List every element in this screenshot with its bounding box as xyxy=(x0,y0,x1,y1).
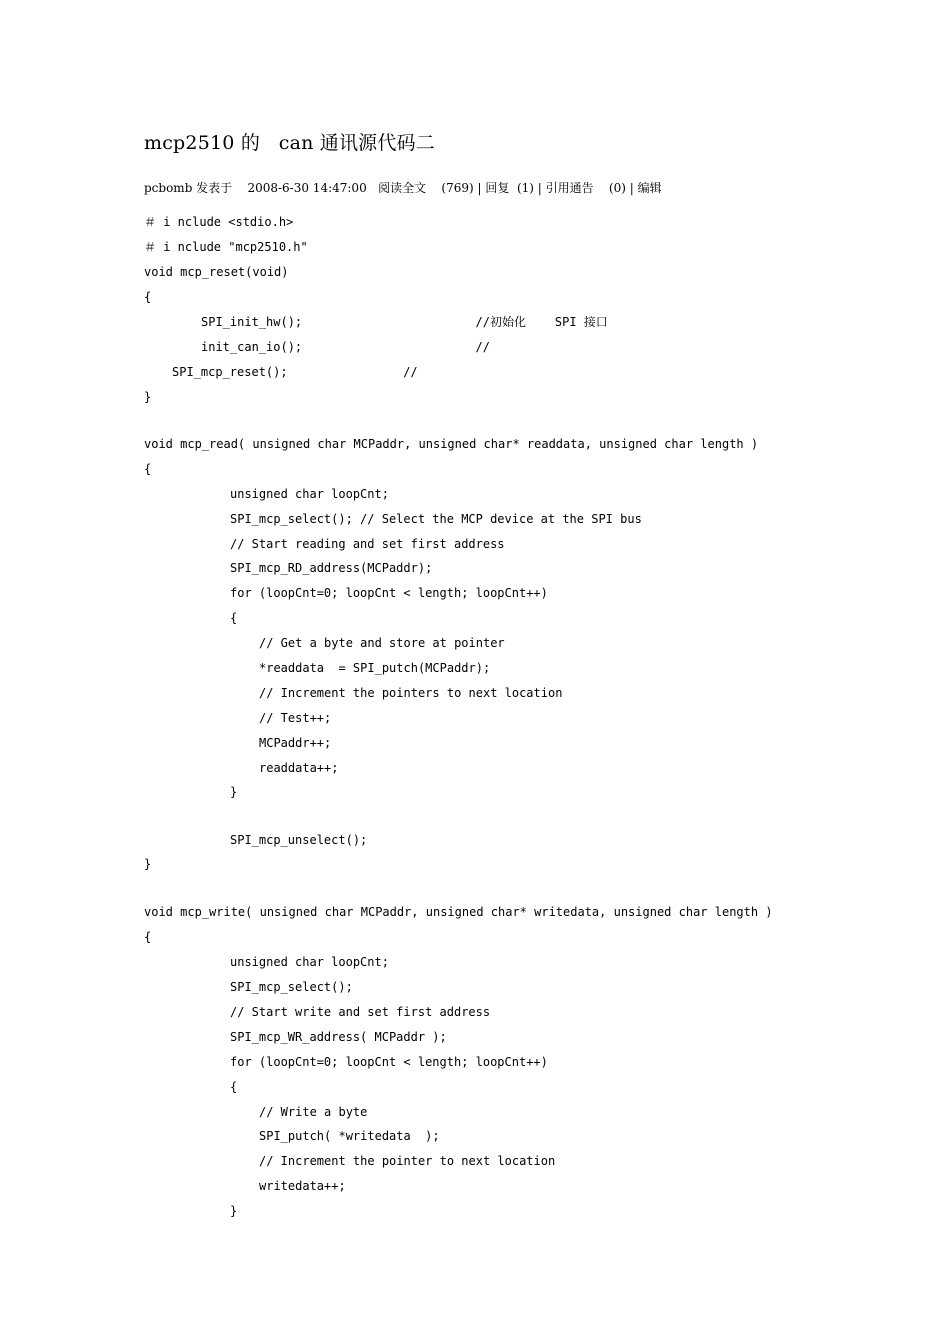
code-line: } xyxy=(144,390,152,404)
code-line: void mcp_write( unsigned char MCPaddr, unsigned char* writedata, unsigned char length ) xyxy=(144,905,773,919)
code-line: SPI_mcp_WR_address( MCPaddr ); xyxy=(230,1030,447,1044)
code-line: // Test++; xyxy=(259,711,332,725)
code-line: ＃ i nclude "mcp2510.h" xyxy=(144,240,308,254)
code-line: unsigned char loopCnt; xyxy=(230,487,389,501)
code-line: // Increment the pointer to next location xyxy=(259,1154,556,1168)
code-line: SPI_mcp_select(); // Select the MCP device at the SPI bus xyxy=(230,512,642,526)
code-line: for (loopCnt=0; loopCnt < length; loopCnt++) xyxy=(230,586,548,600)
code-line: } xyxy=(144,857,152,871)
code-line: void mcp_read( unsigned char MCPaddr, unsigned char* readdata, unsigned char length ) xyxy=(144,437,759,451)
code-line: // Start write and set first address xyxy=(230,1005,491,1019)
code-line: writedata++; xyxy=(259,1179,346,1193)
post-meta: pcbomb 发表于 2008-6-30 14:47:00 阅读全文 (769) | 回复 (1) | 引用通告 (0) | 编辑 xyxy=(144,181,662,195)
page-title: mcp2510 的 can 通讯源代码二 xyxy=(144,132,435,154)
code-line: } xyxy=(230,1204,238,1218)
code-line: void mcp_reset(void) xyxy=(144,265,289,279)
code-line: // Write a byte xyxy=(259,1105,368,1119)
code-line: { xyxy=(230,1080,238,1094)
code-line: readdata++; xyxy=(259,761,339,775)
code-line: { xyxy=(144,930,152,944)
code-line: SPI_mcp_select(); xyxy=(230,980,353,994)
code-line: // Start reading and set first address xyxy=(230,537,505,551)
code-line: { xyxy=(144,290,152,304)
code-line: unsigned char loopCnt; xyxy=(230,955,389,969)
code-line: SPI_mcp_reset(); // xyxy=(172,365,418,379)
code-line: { xyxy=(144,462,152,476)
code-line: { xyxy=(230,611,238,625)
code-line: } xyxy=(230,785,238,799)
code-line: SPI_mcp_RD_address(MCPaddr); xyxy=(230,561,433,575)
code-line: SPI_putch( *writedata ); xyxy=(259,1129,440,1143)
code-line: SPI_mcp_unselect(); xyxy=(230,833,368,847)
code-line: // Increment the pointers to next location xyxy=(259,686,563,700)
code-line: MCPaddr++; xyxy=(259,736,332,750)
code-line: *readdata = SPI_putch(MCPaddr); xyxy=(259,661,491,675)
code-line: SPI_init_hw(); //初始化 SPI 接口 xyxy=(201,315,608,329)
code-line: ＃ i nclude <stdio.h> xyxy=(144,215,294,229)
code-line: for (loopCnt=0; loopCnt < length; loopCnt++) xyxy=(230,1055,548,1069)
code-line: // Get a byte and store at pointer xyxy=(259,636,505,650)
code-line: init_can_io(); // xyxy=(201,340,490,354)
